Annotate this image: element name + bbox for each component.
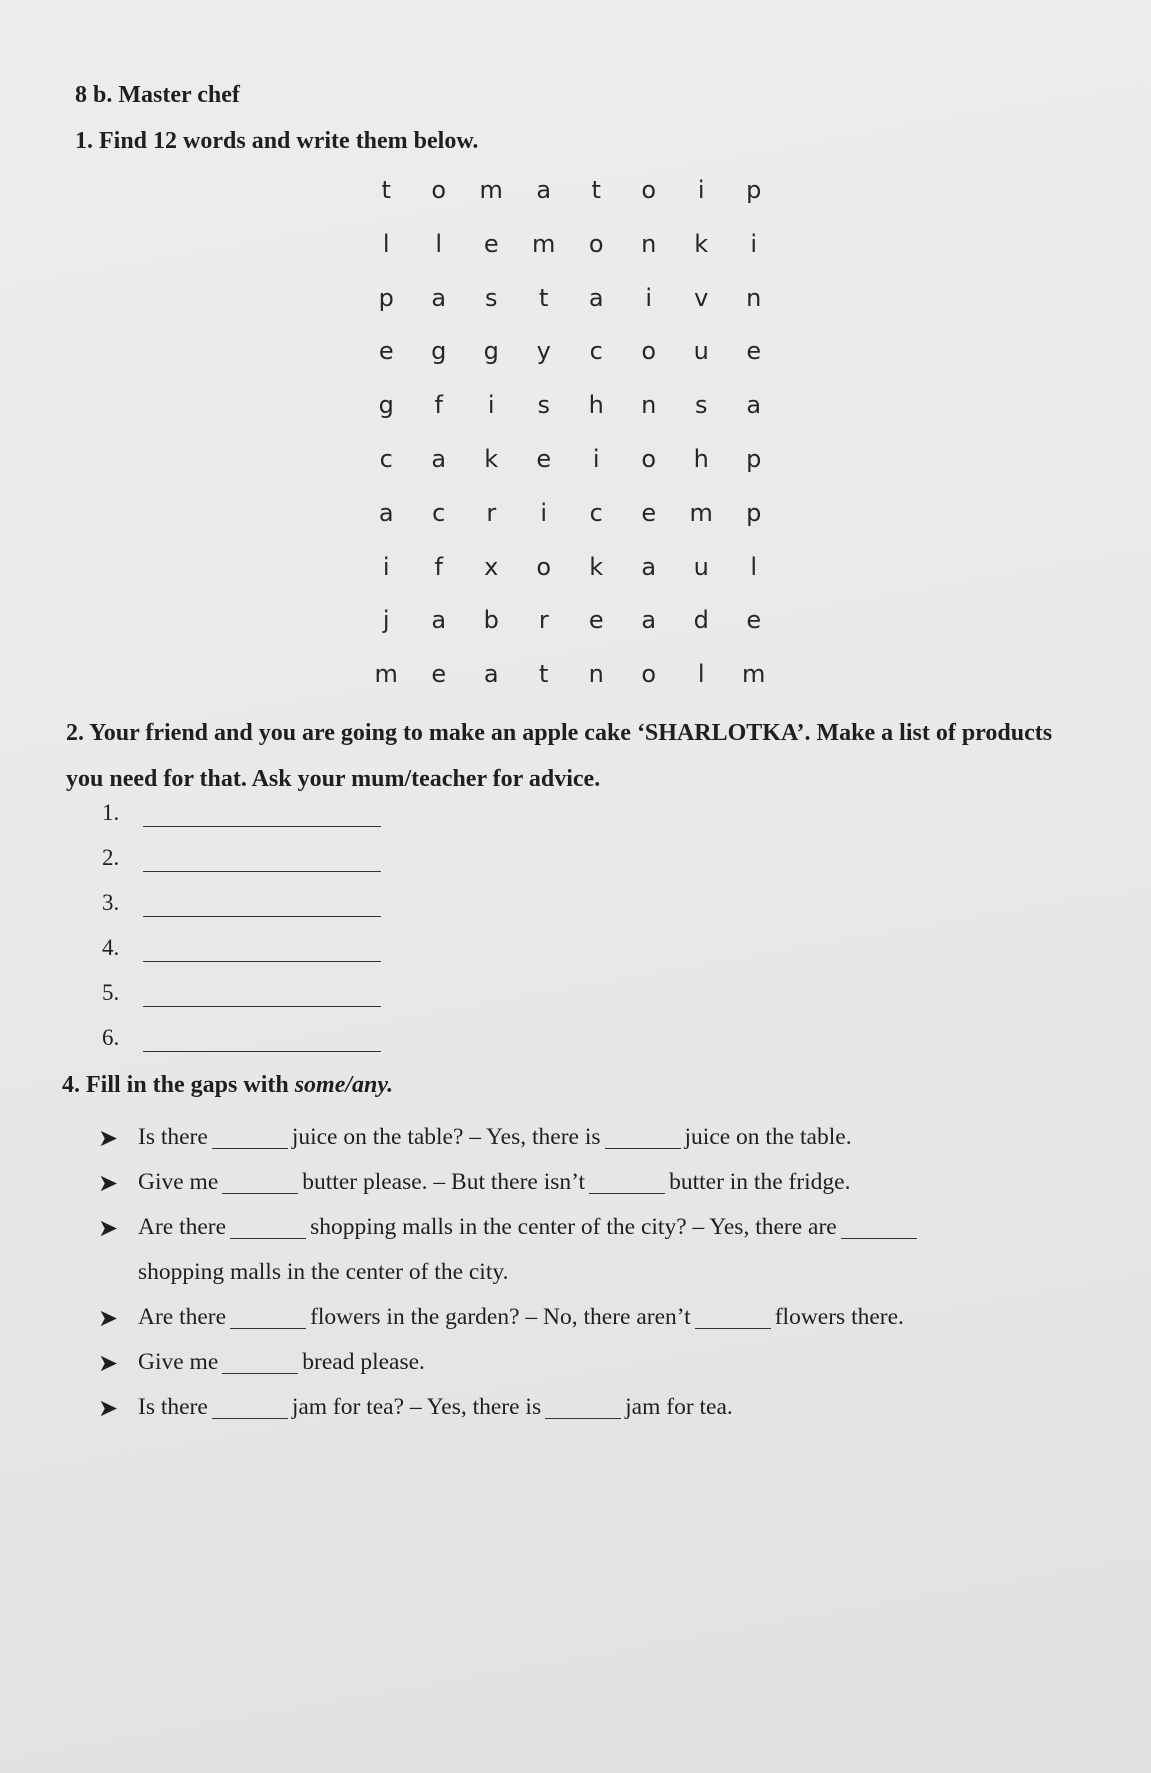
list-number: 3.	[102, 890, 120, 915]
sentence-text: juice on the table.	[684, 1124, 852, 1150]
grid-letter[interactable]: t	[591, 176, 601, 204]
grid-letter[interactable]: n	[641, 391, 657, 420]
grid-letter[interactable]: u	[693, 552, 709, 581]
gap-sentence-5	[98, 1340, 1058, 1385]
grid-letter[interactable]: l	[750, 552, 758, 581]
grid-letter[interactable]: c	[379, 444, 393, 473]
grid-letter[interactable]: e	[483, 229, 499, 258]
gap-sentence-2	[98, 1160, 1058, 1205]
list-item	[102, 935, 381, 980]
grid-row	[360, 660, 780, 714]
grid-letter[interactable]: a	[378, 498, 394, 527]
grid-letter[interactable]: s	[694, 391, 708, 420]
list-number: 2.	[102, 845, 120, 870]
grid-letter[interactable]: a	[588, 283, 604, 312]
arrow-bullet-icon: ➤	[98, 1393, 119, 1422]
grid-letter[interactable]: p	[746, 176, 762, 204]
grid-letter[interactable]: e	[588, 606, 604, 635]
list-item	[102, 800, 381, 845]
grid-letter[interactable]: t	[539, 283, 549, 312]
grid-letter[interactable]: r	[486, 498, 497, 527]
gap-blank[interactable]	[695, 1306, 771, 1329]
gap-blank[interactable]	[230, 1216, 306, 1239]
grid-letter[interactable]: i	[382, 552, 390, 581]
sentence-text: jam for tea.	[625, 1394, 733, 1420]
grid-letter[interactable]: l	[382, 229, 390, 258]
grid-letter[interactable]: s	[537, 391, 550, 420]
sentence-text: flowers there.	[774, 1304, 904, 1330]
sentence-text: bread please.	[302, 1349, 425, 1375]
task1-instruction: 1. Find 12 words and write them below.	[75, 128, 479, 154]
sentence-text: shopping malls in the center of the city? – Yes, there are	[310, 1214, 837, 1240]
list-number: 6.	[102, 1025, 120, 1050]
arrow-bullet-icon: ➤	[98, 1213, 119, 1242]
task2-instruction: 2. Your friend and you are going to make an apple cake ‘SHARLOTKA’. Make a list of products you need for that. Ask your mum/teacher for advice.	[66, 720, 1053, 792]
task4-instruction-italic: some/any.	[294, 1072, 394, 1098]
gap-blank[interactable]	[589, 1171, 665, 1194]
grid-letter[interactable]: a	[641, 552, 657, 581]
sentence-text: flowers in the garden? – No, there aren’t	[310, 1304, 691, 1330]
arrow-bullet-icon: ➤	[98, 1123, 119, 1152]
answer-line[interactable]	[143, 980, 381, 1007]
grid-letter[interactable]: n	[588, 660, 604, 689]
grid-letter[interactable]: s	[484, 283, 498, 312]
grid-letter[interactable]: g	[431, 337, 447, 366]
grid-letter[interactable]: o	[536, 552, 552, 581]
answer-line[interactable]	[143, 890, 381, 917]
grid-letter[interactable]: i	[697, 176, 705, 204]
grid-letter[interactable]: m	[689, 498, 713, 527]
grid-letter[interactable]: p	[378, 283, 394, 312]
grid-letter[interactable]: i	[487, 391, 495, 420]
sentence-text: Are there	[138, 1304, 227, 1330]
grid-letter[interactable]: t	[539, 660, 549, 689]
grid-letter[interactable]: n	[641, 229, 657, 258]
word-search-grid	[360, 176, 780, 714]
grid-letter[interactable]: e	[746, 337, 762, 366]
grid-letter[interactable]: c	[589, 337, 603, 366]
grid-letter[interactable]: l	[435, 229, 443, 258]
gap-sentence-4	[98, 1295, 1058, 1340]
gap-sentence-1	[98, 1115, 1058, 1160]
grid-letter[interactable]: g	[378, 391, 394, 420]
grid-letter[interactable]: k	[589, 552, 604, 581]
grid-letter[interactable]: o	[588, 229, 604, 258]
grid-letter[interactable]: a	[431, 283, 447, 312]
sentence-text: juice on the table? – Yes, there is	[291, 1124, 601, 1150]
sentence-text: Give me	[138, 1349, 219, 1375]
grid-letter[interactable]: c	[432, 498, 446, 527]
grid-letter[interactable]: e	[431, 660, 447, 689]
grid-letter[interactable]: c	[589, 498, 603, 527]
grid-letter[interactable]: l	[697, 660, 705, 689]
gap-sentence-6	[98, 1385, 1058, 1430]
grid-row	[360, 176, 780, 230]
gap-sentence-3	[98, 1205, 1058, 1250]
gap-blank[interactable]	[212, 1126, 288, 1149]
arrow-bullet-icon: ➤	[98, 1168, 119, 1197]
grid-letter[interactable]: r	[538, 606, 549, 635]
gap-blank[interactable]	[841, 1216, 917, 1239]
grid-letter[interactable]: i	[540, 498, 548, 527]
grid-letter[interactable]: o	[641, 337, 657, 366]
list-item	[102, 1025, 381, 1070]
grid-letter[interactable]: u	[693, 337, 709, 366]
grid-letter[interactable]: p	[746, 444, 762, 473]
sentence-text: butter in the fridge.	[669, 1169, 851, 1195]
gap-sentence-3-continued	[98, 1250, 1058, 1295]
grid-letter[interactable]: o	[641, 660, 657, 689]
grid-letter[interactable]: d	[693, 606, 709, 635]
sentence-text: Is there	[138, 1394, 208, 1420]
grid-letter[interactable]: a	[431, 606, 447, 635]
grid-row	[360, 337, 780, 391]
grid-letter[interactable]: m	[532, 229, 556, 258]
grid-letter[interactable]: k	[484, 444, 499, 473]
grid-letter[interactable]: a	[641, 606, 657, 635]
grid-letter[interactable]: m	[742, 660, 766, 689]
grid-letter[interactable]: e	[378, 337, 394, 366]
grid-letter[interactable]: j	[382, 606, 390, 635]
grid-row	[360, 445, 780, 499]
sentence-text: Is there	[138, 1124, 208, 1150]
grid-letter[interactable]: f	[434, 552, 443, 581]
grid-letter[interactable]: m	[479, 176, 503, 204]
gap-blank[interactable]	[230, 1306, 306, 1329]
grid-letter[interactable]: t	[381, 176, 391, 204]
grid-letter[interactable]: i	[750, 229, 758, 258]
grid-row	[360, 230, 780, 284]
sentence-text: shopping malls in the center of the city.	[138, 1259, 509, 1285]
grid-row	[360, 553, 780, 607]
list-item	[102, 890, 381, 935]
grid-letter[interactable]: x	[484, 552, 499, 581]
sentence-text: Are there	[138, 1214, 227, 1240]
task4-instruction	[62, 1072, 393, 1099]
grid-letter[interactable]: h	[588, 391, 604, 420]
grid-letter[interactable]: m	[374, 660, 398, 689]
grid-letter[interactable]: o	[641, 176, 657, 204]
products-list	[102, 800, 381, 1070]
grid-row	[360, 606, 780, 660]
grid-letter[interactable]: h	[693, 444, 709, 473]
grid-letter[interactable]: a	[431, 444, 447, 473]
grid-letter[interactable]: v	[694, 283, 709, 312]
answer-line[interactable]	[143, 845, 381, 872]
list-item	[102, 980, 381, 1025]
grid-row	[360, 284, 780, 338]
task4-instruction-text: 4. Fill in the gaps with	[62, 1072, 295, 1098]
gap-blank[interactable]	[222, 1171, 298, 1194]
grid-letter[interactable]: o	[641, 444, 657, 473]
grid-row	[360, 391, 780, 445]
gap-blank[interactable]	[545, 1396, 621, 1419]
answer-line[interactable]	[143, 935, 381, 962]
grid-letter[interactable]: b	[483, 606, 499, 635]
arrow-bullet-icon: ➤	[98, 1303, 119, 1332]
arrow-bullet-icon: ➤	[98, 1348, 119, 1377]
grid-letter[interactable]: i	[592, 444, 600, 473]
answer-line[interactable]	[143, 800, 381, 827]
grid-letter[interactable]: n	[746, 283, 762, 312]
list-item	[102, 845, 381, 890]
grid-letter[interactable]: e	[641, 498, 657, 527]
sentence-text: butter please. – But there isn’t	[302, 1169, 586, 1195]
gap-blank[interactable]	[222, 1351, 298, 1374]
grid-letter[interactable]: y	[536, 337, 551, 366]
grid-letter[interactable]: a	[483, 660, 499, 689]
sentence-text: Give me	[138, 1169, 219, 1195]
grid-letter[interactable]: p	[746, 498, 762, 527]
gap-blank[interactable]	[212, 1396, 288, 1419]
grid-letter[interactable]: a	[746, 391, 762, 420]
grid-letter[interactable]: i	[645, 283, 653, 312]
page-title: 8 b. Master chef	[75, 82, 240, 108]
fill-gaps-list	[98, 1115, 1058, 1430]
grid-letter[interactable]: g	[483, 337, 499, 366]
grid-letter[interactable]: a	[536, 176, 552, 204]
list-number: 5.	[102, 980, 120, 1005]
grid-row	[360, 499, 780, 553]
grid-letter[interactable]: o	[431, 176, 447, 204]
grid-letter[interactable]: e	[746, 606, 762, 635]
grid-letter[interactable]: k	[694, 229, 709, 258]
list-number: 1.	[102, 800, 120, 825]
grid-letter[interactable]: f	[434, 391, 443, 420]
answer-line[interactable]	[143, 1025, 381, 1052]
gap-blank[interactable]	[605, 1126, 681, 1149]
grid-letter[interactable]: e	[536, 444, 552, 473]
sentence-text: jam for tea? – Yes, there is	[291, 1394, 542, 1420]
list-number: 4.	[102, 935, 120, 960]
